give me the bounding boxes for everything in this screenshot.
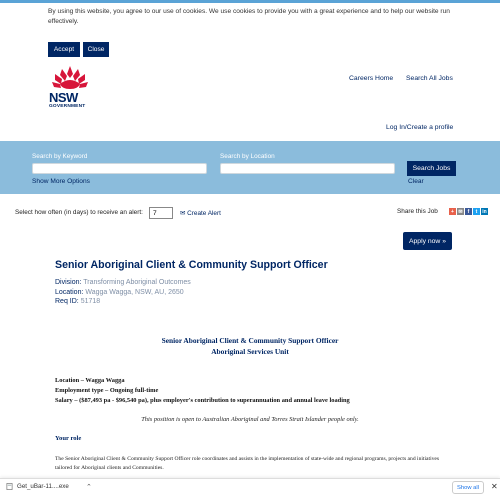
description-salary: Salary – ($87,493 pa - $96,540 pa), plus employer's contribution to superannuation and annual leave loading (55, 397, 350, 404)
description-heading-title: Senior Aboriginal Client & Community Support Officer (161, 336, 339, 345)
accept-cookies-button[interactable]: Accept (48, 42, 80, 57)
division-label: Division: (55, 279, 82, 286)
share-icons (449, 208, 488, 215)
logo-subtext: GOVERNMENT (49, 104, 86, 109)
location-value: Wagga Wagga, NSW, AU, 2650 (85, 289, 184, 296)
keyword-search-input[interactable] (32, 163, 207, 174)
search-jobs-button[interactable]: Search Jobs (407, 161, 456, 176)
show-all-downloads-button[interactable]: Show all (452, 481, 484, 494)
keyword-label: Search by Keyword (32, 153, 88, 160)
show-more-options-link[interactable]: Show More Options (32, 178, 90, 185)
location-label: Location: (55, 289, 84, 296)
close-cookies-button[interactable]: Close (83, 42, 109, 57)
division-value: Transforming Aboriginal Outcomes (83, 279, 191, 286)
role-description: The Senior Aboriginal Client & Community Support Officer role coordinates and assists in the implementation of state-wide and regional programs, projects and initiatives tailored for Aboriginal clients and Communities. (55, 456, 440, 471)
download-bar (0, 478, 500, 500)
search-all-jobs-link[interactable]: Search All Jobs (406, 75, 453, 82)
description-employment-type: Employment type – Ongoing full-time (55, 387, 159, 394)
location-search-input[interactable] (220, 163, 395, 174)
download-file-name: Get_uBar-11....exe (17, 483, 69, 490)
share-icon[interactable]: + (449, 208, 456, 215)
chevron-up-icon[interactable]: ⌃ (86, 484, 92, 491)
job-title: Senior Aboriginal Client & Community Support Officer (55, 259, 328, 271)
file-icon (6, 483, 13, 490)
create-alert-label: Create Alert (187, 210, 221, 217)
description-eligibility: This position is open to Australian Aboriginal and Torres Strait Islander people only. (141, 416, 359, 423)
download-item[interactable] (6, 483, 69, 490)
req-id-value: 51718 (80, 298, 101, 305)
job-location (55, 289, 184, 296)
alert-days-input[interactable] (149, 207, 173, 219)
description-heading-unit: Aboriginal Services Unit (211, 347, 289, 356)
login-link[interactable]: Log In/Create a profile (386, 124, 454, 131)
clear-search-link[interactable]: Clear (408, 178, 424, 185)
twitter-icon[interactable]: t (473, 208, 480, 215)
your-role-heading: Your role (55, 435, 82, 442)
share-job-label: Share this Job (397, 208, 438, 215)
job-req-id (55, 298, 100, 305)
careers-home-link[interactable]: Careers Home (349, 75, 394, 82)
cookie-banner (0, 0, 500, 60)
location-label: Search by Location (220, 153, 275, 160)
alert-frequency-label: Select how often (in days) to receive an alert: (15, 209, 143, 216)
email-icon[interactable]: ✉ (458, 208, 463, 215)
description-location: Location – Wagga Wagga (55, 377, 125, 384)
cookie-text: By using this website, you agree to our use of cookies. We use cookies to provide you with a great experience and to help our website run effectively. (48, 8, 450, 25)
req-id-label: Req ID: (55, 298, 79, 305)
job-division (55, 279, 191, 286)
create-alert-link[interactable] (180, 209, 221, 217)
logo-wordmark: NSW (49, 90, 78, 105)
close-icon[interactable]: ✕ (491, 482, 498, 491)
apply-now-button[interactable]: Apply now » (403, 232, 452, 250)
facebook-icon[interactable]: f (465, 208, 472, 215)
alert-icon: ✉ (180, 210, 186, 217)
linkedin-icon[interactable]: in (482, 208, 487, 215)
